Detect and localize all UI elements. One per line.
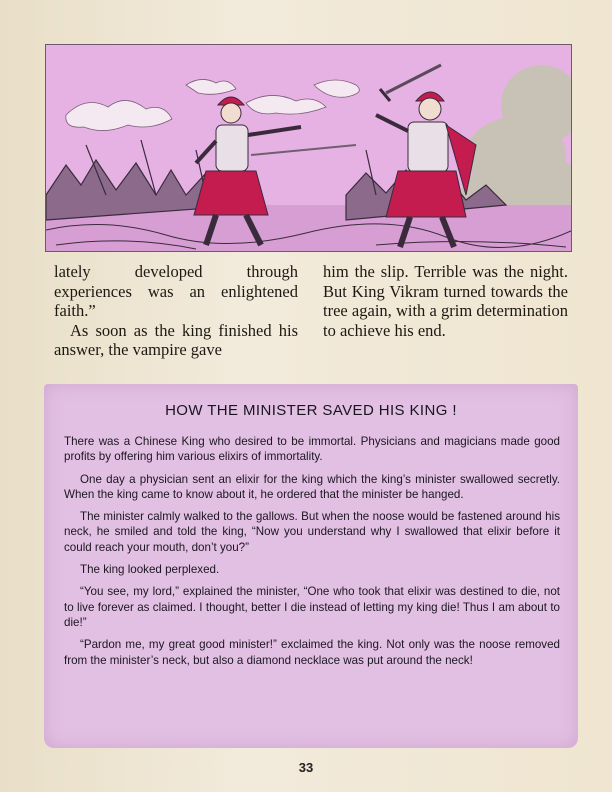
story-paragraph: One day a physician sent an elixir for the king which the king’s minister swallowed secretly. When the king came to know about it, he ordered that the minister be hanged.: [64, 472, 560, 501]
story-paragraph: The king looked perplexed.: [80, 563, 220, 577]
story-paragraph: “You see, my lord,” explained the minister, “One who took that elixir was destined to die, not to live forever as claimed. I thought, better I die instead of letting my king die! Thus I am about to die!”: [64, 585, 560, 629]
page-number: 33: [298, 760, 314, 775]
right-column-text: [323, 262, 568, 340]
right-paragraph: him the slip. Terrible was the night. But King Vikram turned towards the tree again, with a grim determination to achieve his end.: [323, 262, 568, 340]
left-paragraph: lately developed through experiences was an enlightened faith.”: [54, 262, 298, 320]
story-paragraph: “Pardon me, my great good minister!” exclaimed the king. Not only was the noose removed from the minister’s neck, but also a diamond necklace was put around the neck!: [64, 638, 560, 667]
battle-scene-svg: [46, 45, 572, 252]
battle-scene-illustration: [45, 44, 572, 252]
story-title: HOW THE MINISTER SAVED HIS KING !: [165, 402, 457, 419]
story-body: [64, 434, 560, 675]
left-column-text: [54, 262, 298, 360]
story-paragraph: The minister calmly walked to the gallows. But when the noose would be fastened around his neck, he smiled and told the king, “Now you understand why I swallowed that elixir before it could reach your mouth, don’t you?”: [64, 510, 560, 554]
story-paragraph: There was a Chinese King who desired to be immortal. Physicians and magicians made good profits by offering him various elixirs of immortality.: [64, 435, 560, 464]
story-box: [44, 384, 578, 748]
left-paragraph: As soon as the king finished his answer, the vampire gave: [54, 320, 298, 359]
